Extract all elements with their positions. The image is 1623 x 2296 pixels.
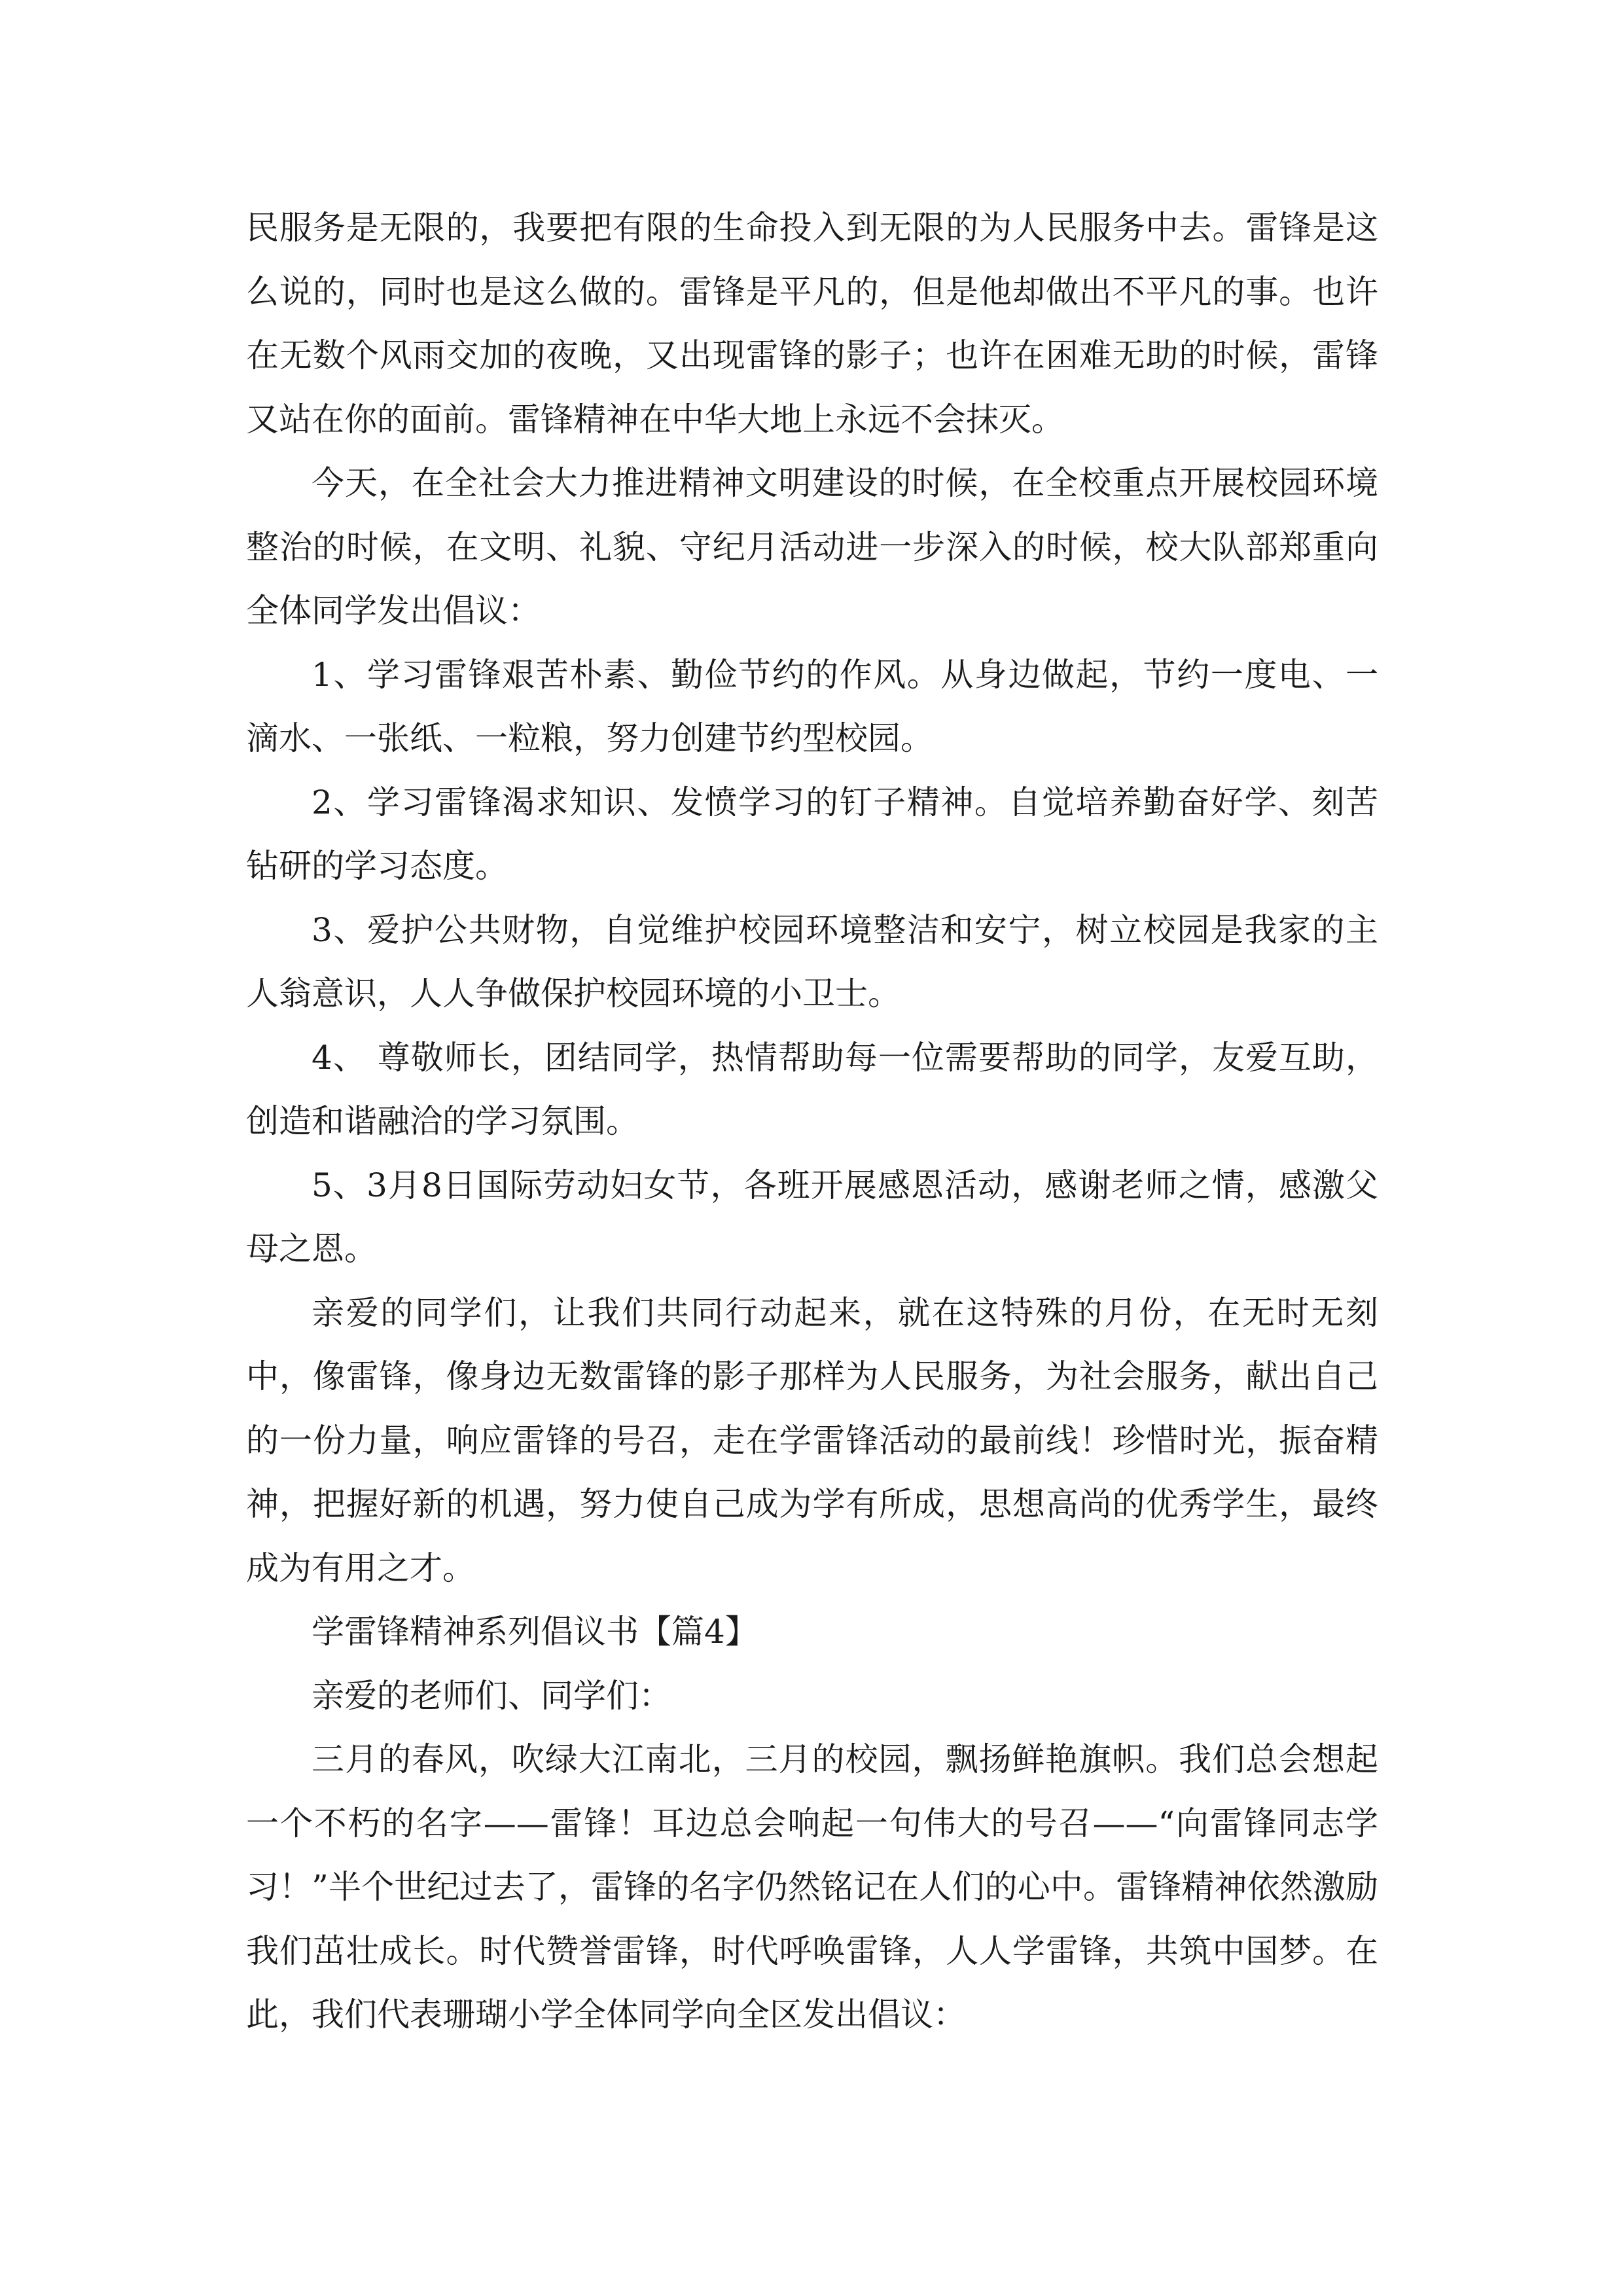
paragraph-opening: 三月的春风，吹绿大江南北，三月的校园，飘扬鲜艳旗帜。我们总会想起一个不朽的名字——雷锋！耳边总会响起一句伟大的号召——“向雷锋同志学习！”半个世纪过去了，雷锋的名字仍然铭记在人们的心中。雷锋精神依然激励我们茁壮成长。时代赞誉雷锋，时代呼唤雷锋，人人学雷锋，共筑中国梦。在此，我们代表珊瑚小学全体同学向全区发出倡议：: [246, 1740, 1378, 2034]
document-body: [246, 196, 1378, 2047]
paragraph-intro: 今天，在全社会大力推进精神文明建设的时候，在全校重点开展校园环境整治的时候，在文明、礼貌、守纪月活动进一步深入的时候，校大队部郑重向全体同学发出倡议：: [246, 464, 1378, 630]
paragraph-closing: 亲爱的同学们，让我们共同行动起来，就在这特殊的月份，在无时无刻中，像雷锋，像身边无数雷锋的影子那样为人民服务，为社会服务，献出自己的一份力量，响应雷锋的号召，走在学雷锋活动的最前线！珍惜时光，振奋精神，把握好新的机遇，努力使自己成为学有所成，思想高尚的优秀学生，最终成为有用之才。: [246, 1293, 1378, 1587]
paragraph-item-5: 5、3月8日国际劳动妇女节，各班开展感恩活动，感谢老师之情，感激父母之恩。: [246, 1166, 1378, 1268]
paragraph-item-2: 2、学习雷锋渴求知识、发愤学习的钉子精神。自觉培养勤奋好学、刻苦钻研的学习态度。: [246, 783, 1378, 885]
paragraph-item-4: 4、 尊敬师长，团结同学，热情帮助每一位需要帮助的同学，友爱互助，创造和谐融洽的学习氛围。: [246, 1038, 1378, 1140]
paragraph-continued: 民服务是无限的，我要把有限的生命投入到无限的为人民服务中去。雷锋是这么说的，同时也是这么做的。雷锋是平凡的，但是他却做出不平凡的事。也许在无数个风雨交加的夜晚，又出现雷锋的影子；也许在困难无助的时候，雷锋又站在你的面前。雷锋精神在中华大地上永远不会抹灭。: [246, 209, 1378, 439]
paragraph-item-1: 1、学习雷锋艰苦朴素、勤俭节约的作风。从身边做起，节约一度电、一滴水、一张纸、一粒粮，努力创建节约型校园。: [246, 655, 1378, 757]
paragraph-item-3: 3、爱护公共财物，自觉维护校园环境整洁和安宁，树立校园是我家的主人翁意识，人人争做保护校园环境的小卫士。: [246, 910, 1378, 1013]
salutation: 亲爱的老师们、同学们：: [312, 1676, 671, 1715]
section-title: 学雷锋精神系列倡议书【篇4】: [312, 1613, 758, 1651]
